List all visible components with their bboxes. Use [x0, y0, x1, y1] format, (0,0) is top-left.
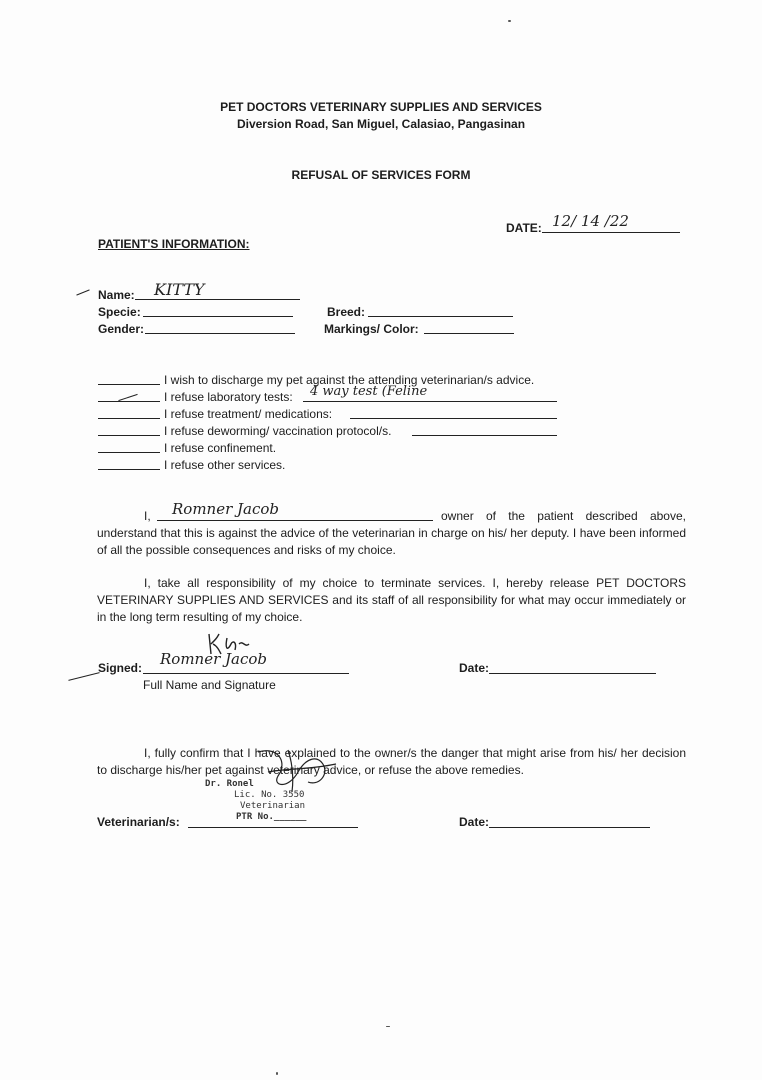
- owner-name-value: Romner Jacob: [172, 500, 280, 518]
- owner-name-line: [157, 520, 433, 521]
- stamp-ptr: PTR No.______: [236, 812, 307, 822]
- patient-section-title: PATIENT'S INFORMATION:: [98, 237, 250, 251]
- confinement-blank: [98, 452, 160, 453]
- responsibility-text: I, take all responsibility of my choice to terminate services. I, hereby release PET DOCTORS VETERINARY SUPPLIES AND SERVICES and its staff of all responsibility for what may occur immediately or in the long term resulting of my choice.: [97, 576, 686, 624]
- name-label: Name:: [98, 288, 135, 302]
- vet-label: Veterinarian/s:: [97, 815, 180, 829]
- vet-date-label: Date:: [459, 815, 490, 829]
- treatment-blank: [98, 418, 160, 419]
- markings-label: Markings/ Color:: [324, 322, 419, 336]
- lab-option: I refuse laboratory tests:: [164, 390, 293, 404]
- statement-body: understand that this is against the advice of the veterinarian in charge on his/ her deputy. I have been informed of all the possible consequences and risks of my choice.: [97, 526, 686, 557]
- lab-check-mark: [118, 394, 137, 401]
- name-check-mark: [76, 289, 89, 295]
- gender-line: [145, 333, 295, 334]
- deworming-blank: [98, 435, 160, 436]
- stamp-title: Veterinarian: [240, 801, 306, 811]
- name-value: KITTY: [154, 280, 205, 299]
- stamp-license: Lic. No. 3550: [234, 790, 305, 800]
- name-line: [135, 299, 300, 300]
- lab-value: 4 way test (Feline: [310, 384, 428, 399]
- breed-label: Breed:: [327, 305, 366, 319]
- form-title: REFUSAL OF SERVICES FORM: [291, 168, 471, 182]
- specie-label: Specie:: [98, 305, 141, 319]
- signature-caption: Full Name and Signature: [143, 678, 276, 692]
- company-address: Diversion Road, San Miguel, Calasiao, Pangasinan: [236, 117, 526, 131]
- discharge-option: I wish to discharge my pet against the attending veterinarian/s advice.: [164, 373, 535, 387]
- gender-label: Gender:: [98, 322, 145, 336]
- other-blank: [98, 469, 160, 470]
- date-line: [542, 232, 680, 233]
- deworming-option: I refuse deworming/ vaccination protocol/s.: [164, 424, 392, 438]
- markings-line: [424, 333, 514, 334]
- signed-value: Romner Jacob: [160, 650, 268, 668]
- signed-line: [143, 673, 349, 674]
- date-label: DATE:: [506, 221, 542, 235]
- scan-speck: [508, 20, 511, 22]
- signed-label: Signed:: [98, 661, 142, 675]
- deworming-value-line: [412, 435, 557, 436]
- company-name: PET DOCTORS VETERINARY SUPPLIES AND SERVICES: [220, 100, 542, 114]
- treatment-option: I refuse treatment/ medications:: [164, 407, 333, 421]
- lab-value-line: [303, 401, 557, 402]
- treatment-value-line: [350, 418, 557, 419]
- signed-date-line: [489, 673, 656, 674]
- scan-speck: [276, 1072, 278, 1075]
- stamp-name: Dr. Ronel: [205, 779, 254, 789]
- signed-mark: [68, 672, 99, 681]
- vet-date-line: [489, 827, 650, 828]
- vet-signature-scribble: [248, 742, 348, 802]
- date-value: 12/ 14 /22: [552, 212, 629, 230]
- statement-prefix: I,: [144, 509, 151, 523]
- specie-line: [143, 316, 293, 317]
- confinement-option: I refuse confinement.: [164, 441, 277, 455]
- vet-line: [188, 827, 358, 828]
- signed-date-label: Date:: [459, 661, 490, 675]
- lab-blank: [98, 401, 160, 402]
- scan-speck: [386, 1026, 390, 1027]
- breed-line: [368, 316, 513, 317]
- signature-scribble: [205, 630, 265, 658]
- statement-line1: owner of the patient described above,: [441, 509, 686, 523]
- other-option: I refuse other services.: [164, 458, 286, 472]
- confirm-text: I, fully confirm that I have explained to the owner/s the danger that might arise from his/ her decision to discharge his/her pet against veterinary advice, or refuse the above remedies.: [97, 746, 686, 777]
- discharge-blank: [98, 384, 160, 385]
